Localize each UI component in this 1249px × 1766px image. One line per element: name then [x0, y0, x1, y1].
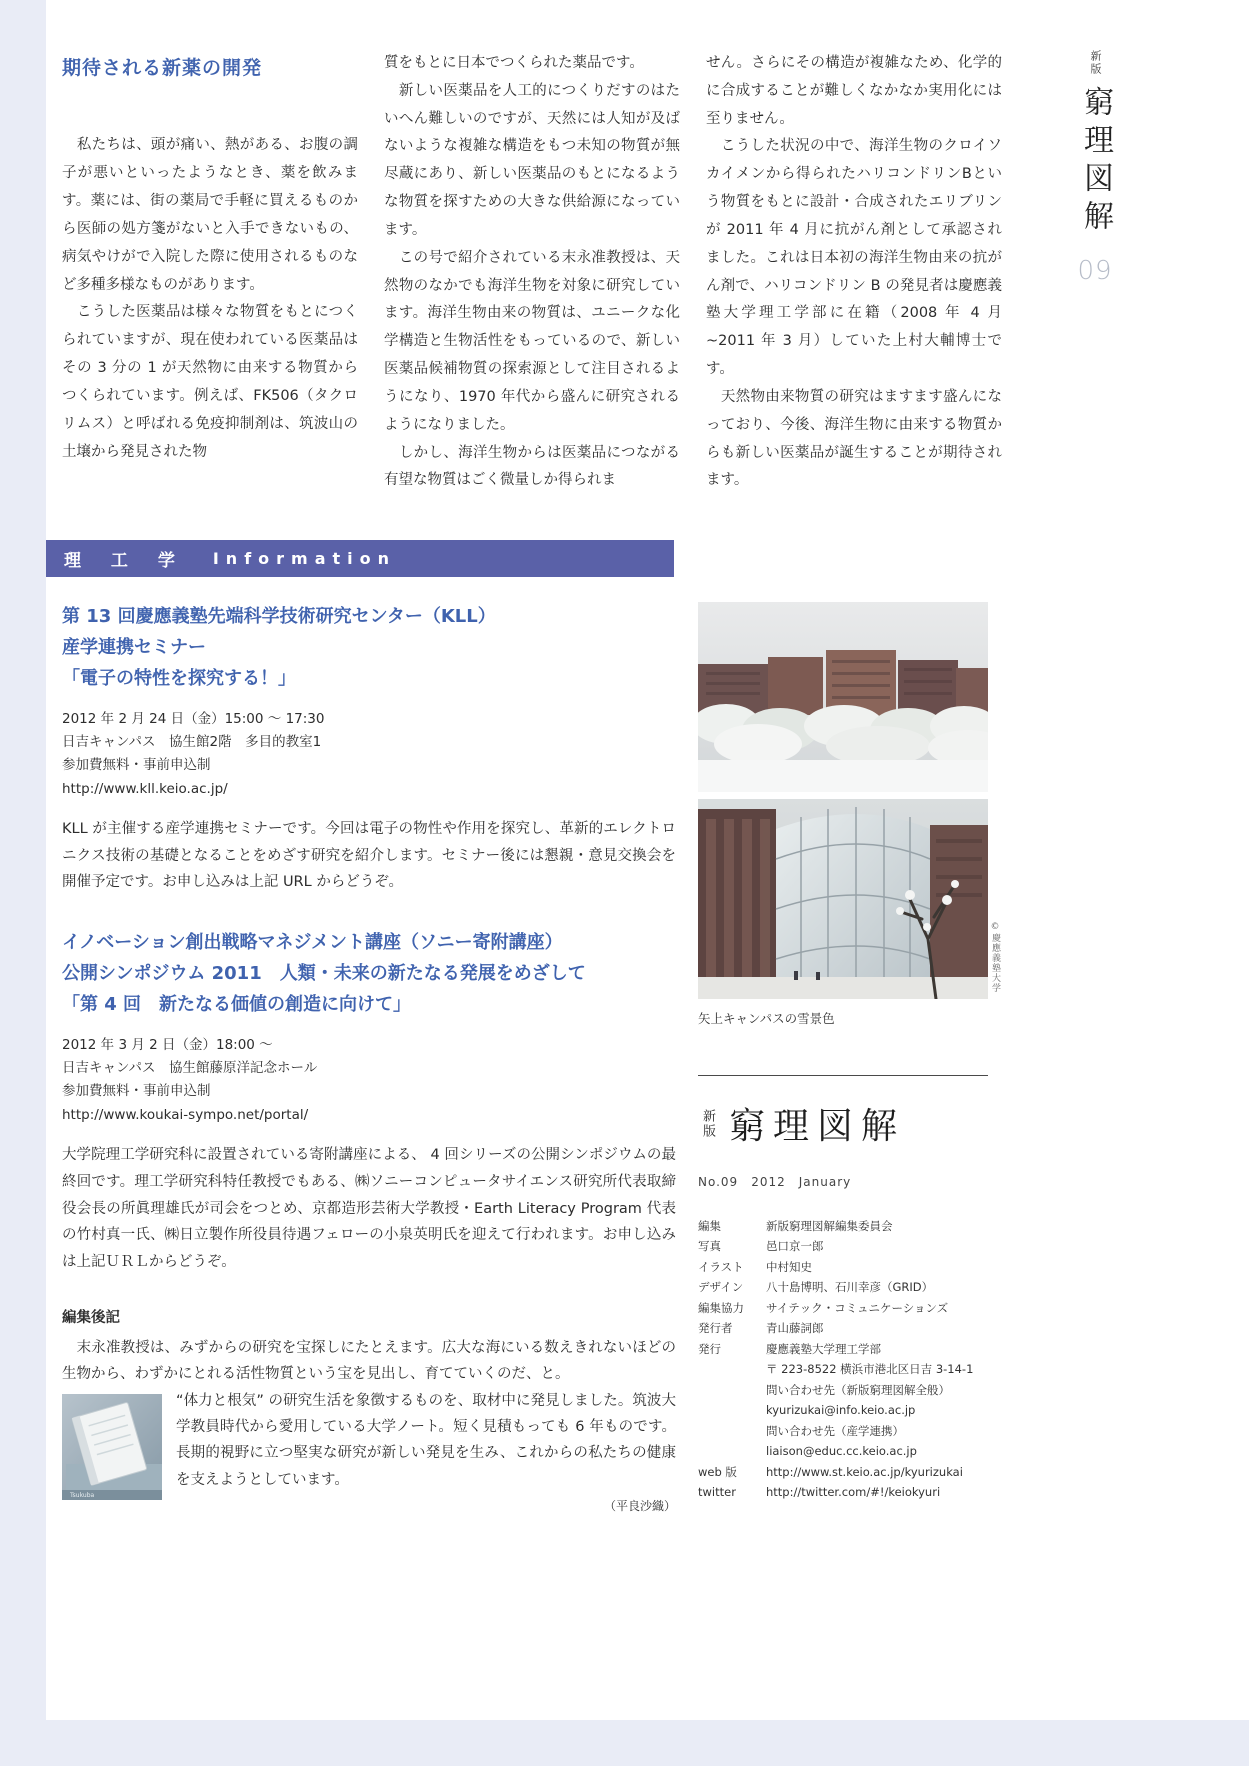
- lead-article: [62, 50, 1002, 495]
- right-column: [698, 602, 1000, 1503]
- event-url-link[interactable]: http://www.kll.keio.ac.jp/: [62, 780, 228, 797]
- event-details: [62, 708, 676, 801]
- colophon-row: [698, 1482, 988, 1502]
- article-paragraph: しかし、海洋生物からは医薬品につながる有望な物質はごく微量しか得られま: [384, 444, 680, 489]
- photo-caption: 矢上キャンパスの雪景色: [698, 1011, 835, 1026]
- banner-japanese-label: 理 工 学: [64, 551, 187, 571]
- article-column-3: [706, 50, 1002, 495]
- colophon-value: 新版窮理図解編集委員会: [766, 1219, 893, 1233]
- event-description: 大学院理工学研究科に設置されている寄附講座による、 4 回シリーズの公開シンポジウムの最終回です。理工学研究科特任教授でもある、㈱ソニーコンピュータサイエンス研究所代表取締役会長の所眞理雄氏が司会をつとめ、京都造形芸術大学教授・Earth Literacy Program 代表の竹村真一氏、㈱日立製作所役員待遇フェローの小泉英明氏を迎えて行われます。お申し込みは上記ＵＲＬからどうぞ。: [62, 1146, 676, 1271]
- colophon: [698, 1216, 988, 1503]
- event-url-link[interactable]: http://www.koukai-sympo.net/portal/: [62, 1106, 309, 1123]
- colophon-value: 慶應義塾大学理工学部: [766, 1341, 881, 1356]
- notebook-photo: [62, 1394, 162, 1500]
- edge-masthead: [1064, 50, 1126, 286]
- colophon-row: [698, 1318, 988, 1338]
- colophon-row: [698, 1400, 988, 1420]
- article-heading: 期待される新薬の開発: [62, 57, 263, 79]
- colophon-email-link[interactable]: liaison@educ.cc.keio.ac.jp: [766, 1444, 917, 1459]
- postscript-signature: （平良沙織）: [603, 1499, 676, 1514]
- colophon-row: [698, 1257, 988, 1277]
- article-paragraph: この号で紹介されている末永准教授は、天然物のなかでも海洋生物を対象に研究しています。海洋生物由来の物質は、ユニークな化学構造と生物活性をもっているので、新しい医薬品候補物質の探索源として注目されるようになり、1970 年代から盛んに研究されるようになりました。: [384, 249, 680, 433]
- colophon-row: [698, 1236, 988, 1256]
- page-number: 09: [1077, 256, 1113, 286]
- photo2-wrapper: [698, 799, 1000, 999]
- event-place: 日吉キャンパス 協生館2階 多目的教室1: [62, 734, 322, 751]
- photo-snowy-campus-wide: [698, 602, 988, 792]
- event-symposium: [62, 928, 676, 1276]
- article-paragraph: 質をもとに日本でつくられた薬品です。: [384, 55, 644, 71]
- event-title-line: 「電子の特性を探究する！」: [62, 667, 296, 689]
- article-paragraph: 私たちは、頭が痛い、熱がある、お腹の調子が悪いといったようなとき、薬を飲みます。薬には、街の薬局で手軽に買えるものから医師の処方箋がないと入手できないもの、病気やけがで入院した際に使用されるものなど多種多様なものがあります。: [62, 137, 358, 293]
- colophon-label: [698, 1380, 766, 1400]
- article-column-1: [62, 50, 358, 495]
- event-details: [62, 1034, 676, 1127]
- colophon-label: 編集協力: [698, 1300, 744, 1315]
- colophon-label: 編集: [698, 1219, 721, 1233]
- event-title-line: 第 13 回慶應義塾先端科学技術研究センター（KLL）: [62, 606, 496, 627]
- editors-postscript: [62, 1306, 676, 1514]
- edge-edition-label: 新版: [1089, 50, 1102, 76]
- photo-snowy-campus-building: [698, 799, 988, 999]
- event-fee: 参加費無料・事前申込制: [62, 1083, 211, 1100]
- photo-credit: ©慶應義塾大学: [990, 922, 1000, 993]
- article-paragraph: 天然物由来物質の研究はますます盛んになっており、今後、海洋生物に由来する物質からも新しい医薬品が誕生することが期待されます。: [706, 388, 1002, 489]
- colophon-email-link[interactable]: kyurizukai@info.keio.ac.jp: [766, 1403, 916, 1418]
- colophon-label: twitter: [698, 1485, 736, 1500]
- colophon-row: [698, 1380, 988, 1400]
- colophon-label: [698, 1400, 766, 1420]
- colophon-label: [698, 1359, 766, 1379]
- event-kll-seminar: [62, 602, 676, 896]
- event-description: KLL が主催する産学連携セミナーです。今回は電子の物性や作用を探究し、革新的エレクトロニクス技術の基礎となることをめざす研究を紹介します。セミナー後には懇親・意見交換会を開催予定です。お申し込みは上記 URL からどうぞ。: [62, 820, 676, 891]
- colophon-label: デザイン: [698, 1280, 744, 1295]
- colophon-divider: [698, 1075, 988, 1076]
- postscript-heading: 編集後記: [62, 1309, 120, 1326]
- colophon-label: 写真: [698, 1239, 721, 1254]
- colophon-value: 邑口京一郎: [766, 1239, 824, 1254]
- article-paragraph: せん。さらにその構造が複雑なため、化学的に合成することが難しくなかなか実用化には至りません。: [706, 55, 1002, 127]
- colophon-row: [698, 1359, 988, 1379]
- section-banner: [46, 540, 674, 577]
- article-paragraph: 新しい医薬品を人工的につくりだすのはたいへん難しいのですが、天然には人知が及ばないような複雑な構造をもつ未知の物質が無尽蔵にあり、新しい医薬品のもとになるような物質を探すための大きな供給源になっています。: [384, 82, 680, 238]
- colophon-web-link[interactable]: http://www.st.keio.ac.jp/kyurizukai: [766, 1464, 963, 1479]
- colophon-row: [698, 1339, 988, 1359]
- magazine-logo: [698, 1098, 988, 1149]
- event-date: 2012 年 3 月 2 日（金）18:00 ～: [62, 1037, 273, 1054]
- colophon-row: [698, 1216, 988, 1236]
- postscript-paragraph: 末永准教授は、みずからの研究を宝探しにたとえます。広大な海にいる数えきれないほどの生物から、わずかにとれる活性物質という宝を見出し、育てていくのだ、と。: [62, 1339, 676, 1383]
- issue-info: No.09 2012 January: [698, 1175, 852, 1189]
- colophon-value: 問い合わせ先（新版窮理図解全般）: [766, 1382, 950, 1397]
- event-title-line: イノベーション創出戦略マネジメント講座（ソニー寄附講座）: [62, 932, 563, 954]
- event-fee: 参加費無料・事前申込制: [62, 757, 211, 774]
- page-content: [46, 0, 1249, 1720]
- colophon-twitter-link[interactable]: http://twitter.com/#!/keiokyuri: [766, 1485, 941, 1500]
- article-paragraph: こうした医薬品は様々な物質をもとにつくられていますが、現在使われている医薬品はその 3 分の 1 が天然物に由来する物質からつくられています。例えば、FK506（タクロリムス）と呼ばれる免疫抑制剤は、筑波山の土壌から発見された物: [62, 304, 358, 460]
- colophon-row: [698, 1462, 988, 1482]
- article-column-2: [384, 50, 680, 495]
- colophon-label: イラスト: [698, 1259, 744, 1274]
- svg-text:Tsukuba: Tsukuba: [70, 1491, 95, 1499]
- edge-magazine-title: 窮理図解: [1078, 86, 1113, 238]
- colophon-value: 〒 223-8522 横浜市港北区日吉 3-14-1: [766, 1362, 974, 1377]
- event-title-line: 公開シンポジウム 2011 人類・未来の新たなる発展をめざして: [62, 963, 586, 985]
- colophon-label: 発行者: [698, 1321, 733, 1336]
- colophon-label: [698, 1441, 766, 1461]
- banner-english-label: Information: [212, 549, 397, 568]
- logo-edition-label: 新版: [700, 1108, 715, 1139]
- article-paragraph: こうした状況の中で、海洋生物のクロイソカイメンから得られたハリコンドリンBという物質をもとに設計・合成されたエリブリンが 2011 年 4 月に抗がん剤として承認されました。これは日本初の海洋生物由来の抗がん剤で、ハリコンドリン B の発見者は慶應義塾大学理工学部に在籍（2008 年 4 月 ~2011 年 3 月）していた上村大輔博士です。: [706, 138, 1002, 378]
- event-place: 日吉キャンパス 協生館藤原洋記念ホール: [62, 1060, 318, 1077]
- colophon-row: [698, 1277, 988, 1297]
- colophon-value: 中村知史: [766, 1259, 812, 1274]
- colophon-label: [698, 1421, 766, 1441]
- event-title-line: 産学連携セミナー: [62, 636, 206, 658]
- information-column: [62, 602, 676, 1514]
- colophon-value: サイテック・コミュニケーションズ: [766, 1300, 949, 1315]
- event-date: 2012 年 2 月 24 日（金）15:00 ～ 17:30: [62, 710, 325, 727]
- event-title-line: 「第 4 回 新たなる価値の創造に向けて」: [62, 994, 412, 1016]
- colophon-value: 問い合わせ先（産学連携）: [766, 1423, 904, 1438]
- colophon-row: [698, 1298, 988, 1318]
- colophon-value: 八十島博明、石川幸彦（GRID）: [766, 1280, 934, 1295]
- event-title: [62, 602, 676, 695]
- event-title: [62, 928, 676, 1021]
- colophon-row: [698, 1441, 988, 1461]
- postscript-paragraph: “体力と根気” の研究生活を象徴するものを、取材中に発見しました。筑波大学教員時代から愛用している大学ノート。短く見積もっても 6 年ものです。長期的視野に立つ堅実な研究が新しい発見を生み、これからの私たちの健康を支えようとしています。: [176, 1392, 676, 1488]
- colophon-label: web 版: [698, 1464, 737, 1479]
- colophon-value: 青山藤詞郎: [766, 1321, 824, 1336]
- logo-title: 窮理図解: [729, 1106, 906, 1147]
- colophon-row: [698, 1421, 988, 1441]
- colophon-label: 発行: [698, 1341, 721, 1356]
